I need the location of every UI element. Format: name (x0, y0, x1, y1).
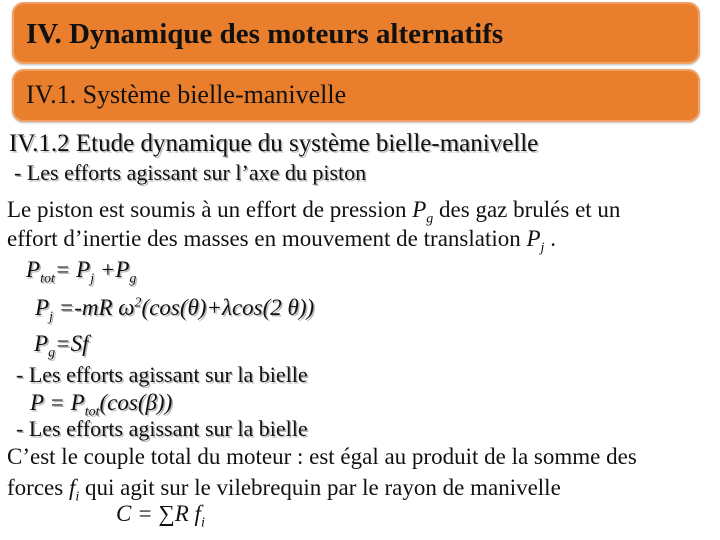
eq-pg-sub-g: g (48, 345, 56, 361)
eq-p-rhs: (cos(β)) (99, 390, 173, 415)
page-title: IV. Dynamique des moteurs alternatifs (26, 18, 504, 50)
eq-p-sub-tot: tot (84, 404, 100, 420)
eq-ptot-equals: = (54, 257, 71, 282)
eq-pj-rhs-a: =-mR ω (52, 295, 135, 320)
equation-p (30, 390, 173, 420)
eq-p-lhs: P = P (30, 390, 85, 415)
page-subtitle: IV.1. Système bielle-manivelle (26, 80, 347, 109)
bullet-piston-axis: - Les efforts agissant sur l’axe du piston (14, 160, 367, 185)
var-pj-sub: j (540, 240, 545, 256)
title-banner (12, 2, 700, 64)
eq-ptot-sub-g: g (129, 271, 137, 287)
eq-pj-rhs-b: (cos(θ)+λcos(2 θ)) (141, 295, 315, 320)
eq-ptot-pj: P (76, 257, 91, 282)
paragraph2-text-a: forces (7, 475, 69, 500)
eq-pj-sub-j: j (49, 309, 53, 325)
var-f: f (68, 475, 76, 500)
paragraph1-text-c: effort d’inertie des masses en mouvement de translation (7, 226, 527, 251)
paragraph2-line1: C’est le couple total du moteur : est égal au produit de la somme des (7, 444, 637, 469)
equation-pg (34, 331, 89, 361)
equation-c (116, 501, 205, 531)
bullet-bielle-1: - Les efforts agissant sur la bielle (16, 362, 308, 387)
paragraph2-text-b: qui agit sur le vilebrequin par le rayon de manivelle (79, 475, 561, 500)
bullet-bielle-2: - Les efforts agissant sur la bielle (16, 416, 308, 441)
eq-c-sub-i: i (200, 515, 205, 531)
subtitle-banner (12, 69, 700, 122)
eq-ptot-sub-j: j (90, 271, 95, 287)
paragraph2-line2 (7, 475, 561, 505)
var-f-sub: i (75, 489, 80, 505)
eq-pj-sup: 2 (134, 295, 142, 311)
eq-pj-p: P (35, 295, 50, 320)
var-pj: P (526, 226, 541, 251)
eq-ptot-p: P (26, 257, 41, 282)
var-pg-sub: g (426, 211, 434, 227)
section-heading: IV.1.2 Etude dynamique du système bielle-manivelle (9, 130, 539, 157)
equation-pj (35, 295, 315, 325)
eq-pg-rhs: =Sf (55, 331, 89, 356)
var-pg: P (412, 197, 427, 222)
eq-ptot-sub-tot: tot (40, 271, 55, 287)
equation-ptot (26, 257, 137, 287)
paragraph1-line2 (7, 226, 556, 256)
eq-pg-p: P (34, 331, 49, 356)
eq-ptot-plus-pg: +P (99, 257, 130, 282)
paragraph1-line1 (7, 197, 621, 227)
paragraph1-text-b: des gaz brulés et un (433, 197, 621, 222)
paragraph1-text-d: . (544, 226, 556, 251)
eq-c-lhs: C = ∑R f (116, 501, 201, 526)
paragraph1-text-a: Le piston est soumis à un effort de pression (7, 197, 413, 222)
